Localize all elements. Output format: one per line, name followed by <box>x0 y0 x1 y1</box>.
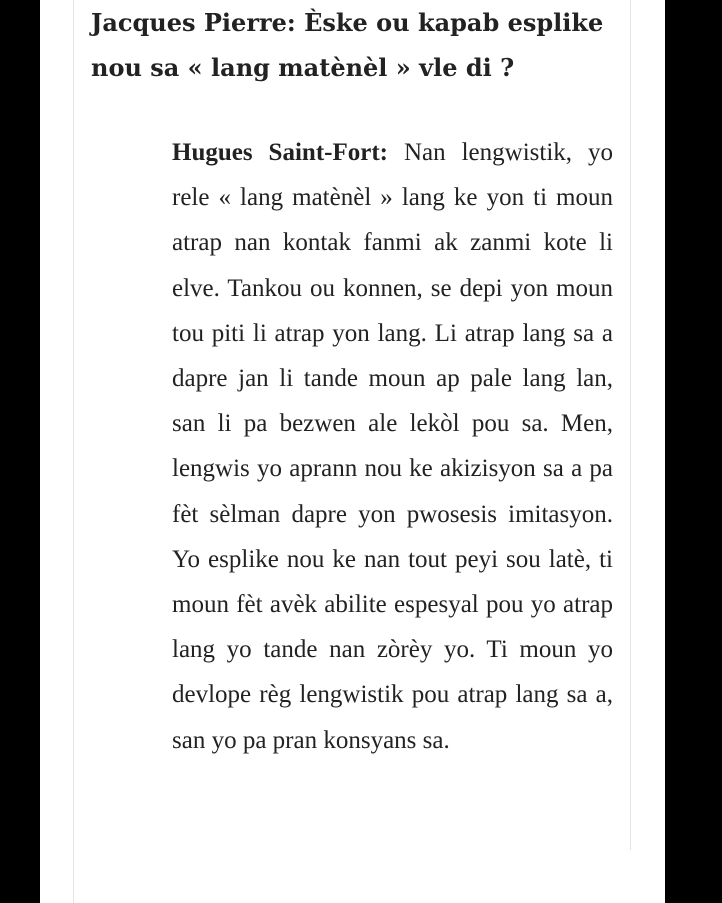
answer-speaker: Hugues Saint-Fort: <box>172 139 388 166</box>
answer-text: Nan lengwistik, yo rele « lang matènèl » lang ke yon ti moun atrap nan kontak fanmi ak zanmi kote li elve. Tankou ou konnen, se depi yon moun tou piti li atrap yon lang. Li atrap lang sa a dapre jan li tande moun ap pale lang lan, san li pa bezwen ale lekòl pou sa. Men, lengwis yo aprann nou ke akizisyon sa a pa fèt sèlman dapre yon pwosesis imitasyon. Yo esplike nou ke nan tout peyi sou latè, ti moun fèt avèk abilite espesyal pou yo atrap lang yo tande nan zòrèy yo. Ti moun yo devlope règ lengwistik pou atrap lang sa a, san yo pa pran konsyans sa. <box>172 139 613 754</box>
left-border-line <box>73 0 74 903</box>
right-border-line <box>630 0 631 850</box>
article-page <box>40 0 665 903</box>
interview-question: Jacques Pierre: Èske ou kapab esplike nou sa « lang matènèl » vle di ? <box>91 8 604 82</box>
interview-answer <box>172 130 613 763</box>
